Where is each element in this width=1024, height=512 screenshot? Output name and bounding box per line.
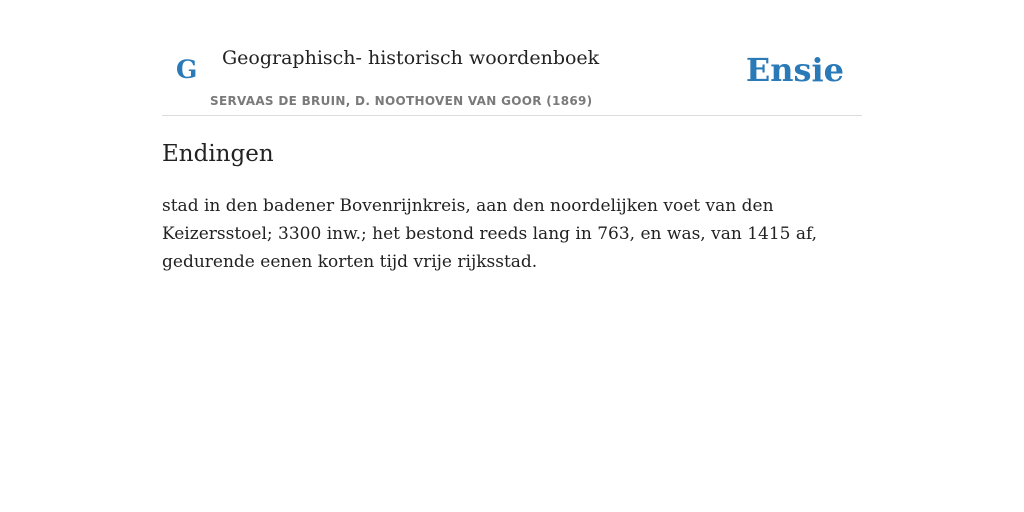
entry-title: Endingen xyxy=(162,141,274,167)
book-author: SERVAAS DE BRUIN, D. NOOTHOVEN VAN GOOR (1869) xyxy=(210,94,593,108)
entry-body: stad in den badener Bovenrijnkreis, aan den noordelijken voet van den Keizersstoel; 3300 inw.; het bestond reeds lang in 763, en was, van 1415 af, gedurende eenen korten tijd vrije rijksstad. xyxy=(162,196,818,272)
ensie-logo-link[interactable]: Ensie xyxy=(745,51,844,89)
book-title: Geographisch- historisch woordenboek xyxy=(222,47,600,69)
page-container xyxy=(162,0,862,272)
book-header xyxy=(162,0,862,116)
book-badge-link[interactable]: G xyxy=(176,55,198,84)
